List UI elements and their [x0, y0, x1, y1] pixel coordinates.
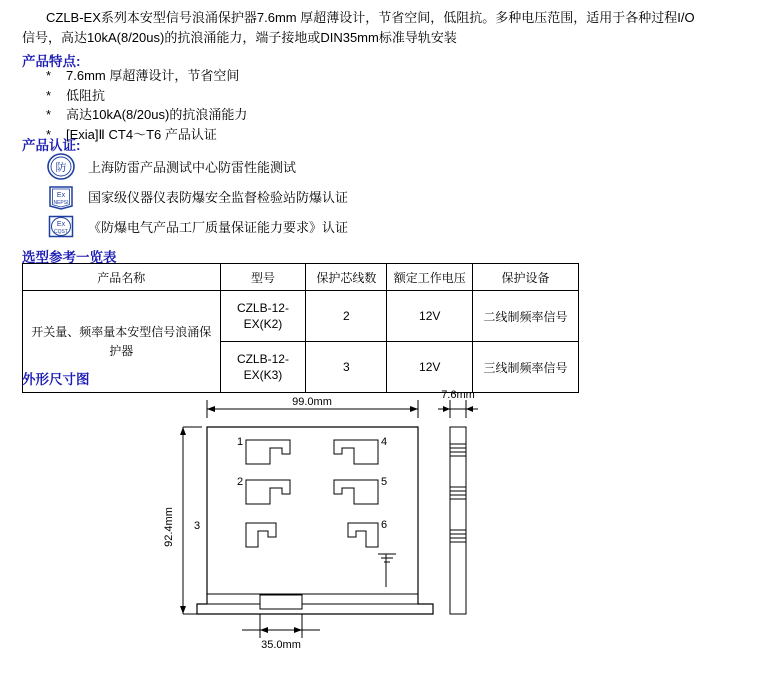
- certification-item: [46, 212, 348, 240]
- feature-text: 高达10kA(8/20us)的抗浪涌能力: [66, 107, 248, 122]
- cell-product-name: 开关量、频率量本安型信号浪涌保护器: [23, 291, 221, 393]
- table-row: [23, 291, 579, 342]
- dim-depth-label: 7.6mm: [441, 389, 475, 401]
- th-voltage: 额定工作电压: [387, 264, 473, 291]
- terminal-number: 4: [380, 436, 388, 448]
- svg-text:NEPSI: NEPSI: [53, 199, 69, 206]
- certification-item: [46, 182, 348, 210]
- feature-item: [46, 66, 247, 86]
- feature-item: [46, 105, 247, 125]
- certification-heading: 产品认证:: [22, 138, 81, 153]
- cell-model-line1: CZLB-12-: [236, 352, 289, 366]
- dimension-drawing-heading: 外形尺寸图: [22, 372, 90, 387]
- terminal-number: 2: [236, 476, 244, 488]
- cell-model-line2: EX(K2): [243, 317, 283, 331]
- cell-model-line2: EX(K3): [243, 368, 283, 382]
- bullet-star-icon: *: [46, 126, 52, 142]
- terminal-number: 1: [236, 436, 244, 448]
- bullet-star-icon: *: [46, 68, 52, 83]
- certification-item: [46, 152, 348, 180]
- dim-base-label: 35.0mm: [261, 639, 301, 651]
- cell-device: 三线制频率信号: [473, 342, 579, 393]
- dimension-drawing: [150, 382, 550, 660]
- feature-text: 低阻抗: [66, 87, 106, 103]
- bullet-star-icon: *: [46, 87, 52, 103]
- feature-text: [Exia]Ⅱ CT4～T6 产品认证: [66, 126, 217, 142]
- svg-text:防: 防: [55, 161, 67, 174]
- features-heading: 产品特点:: [22, 54, 81, 69]
- th-device: 保护设备: [473, 264, 579, 291]
- dim-width-label: 99.0mm: [292, 396, 332, 408]
- cell-cores: 3: [306, 342, 387, 393]
- intro-line-1: CZLB-EX系列本安型信号浪涌保护器7.6mm 厚超薄设计，节省空间，低阻抗。多种电压范围，适用于各种过程I/O: [46, 10, 695, 25]
- svg-text:Ex: Ex: [56, 191, 66, 199]
- intro-paragraph: [22, 8, 752, 48]
- certification-list: [46, 152, 348, 242]
- th-product-name: 产品名称: [23, 264, 221, 291]
- selection-table-heading: 选型参考一览表: [22, 250, 117, 265]
- feature-item: [46, 86, 247, 106]
- cell-model-line1: CZLB-12-: [236, 301, 289, 315]
- cell-voltage: 12V: [387, 291, 473, 342]
- svg-text:Ex: Ex: [56, 220, 66, 228]
- table-header-row: [23, 264, 579, 291]
- svg-text:CQST: CQST: [54, 228, 68, 235]
- dim-height-label: 92.4mm: [163, 507, 175, 547]
- intro-line-2: 信号，高达10kA(8/20us)的抗浪涌能力，端子接地或DIN35mm标准导轨安装: [22, 30, 457, 45]
- certification-text: 国家级仪器仪表防爆安全监督检验站防爆认证: [88, 189, 349, 205]
- terminal-number: 5: [380, 476, 388, 488]
- th-model: 型号: [220, 264, 306, 291]
- th-cores: 保护芯线数: [306, 264, 387, 291]
- cell-voltage: 12V: [387, 342, 473, 393]
- selection-table: [22, 263, 579, 393]
- cell-cores: 2: [306, 291, 387, 342]
- certification-text: 《防爆电气产品工厂质量保证能力要求》认证: [88, 219, 349, 235]
- ex-nepsi-seal-icon: [46, 183, 76, 210]
- bullet-star-icon: *: [46, 107, 52, 122]
- cell-model: [220, 291, 306, 342]
- cell-device: 二线制频率信号: [473, 291, 579, 342]
- feature-text: 7.6mm 厚超薄设计，节省空间: [66, 68, 240, 83]
- certification-seal-icon: [46, 153, 76, 180]
- features-list: [46, 66, 247, 144]
- ex-cqst-seal-icon: [46, 213, 76, 240]
- terminal-number: 6: [380, 519, 388, 531]
- terminal-number: 3: [193, 520, 201, 532]
- certification-text: 上海防雷产品测试中心防雷性能测试: [88, 159, 297, 175]
